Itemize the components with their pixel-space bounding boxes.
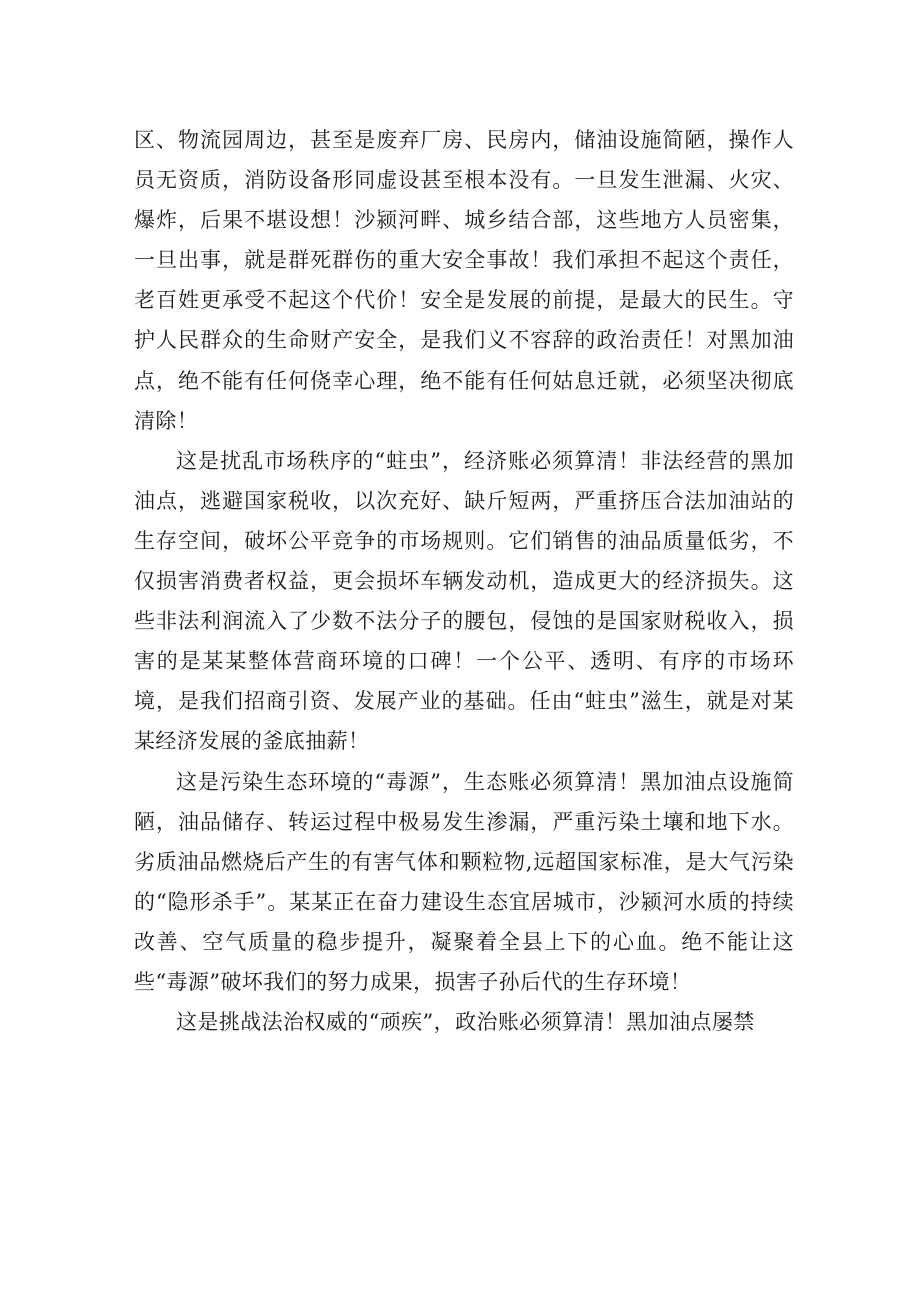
document-body	[134, 120, 794, 1042]
paragraph-2: 这是扰乱市场秩序的“蛀虫”，经济账必须算清！非法经营的黑加油点，逃避国家税收，以次充好、缺斤短两，严重挤压合法加油站的生存空间，破坏公平竞争的市场规则。它们销售的油品质量低劣，不仅损害消费者权益，更会损坏车辆发动机，造成更大的经济损失。这些非法利润流入了少数不法分子的腰包，侵蚀的是国家财税收入，损害的是某某整体营商环境的口碑！一个公平、透明、有序的市场环境，是我们招商引资、发展产业的基础。任由“蛀虫”滋生，就是对某某经济发展的釜底抽薪！	[134, 448, 794, 754]
paragraph-4: 这是挑战法治权威的“顽疾”，政治账必须算清！黑加油点屡禁	[176, 1010, 755, 1035]
paragraph-1: 区、物流园周边，甚至是废弃厂房、民房内，储油设施简陋，操作人员无资质，消防设备形同虚设甚至根本没有。一旦发生泄漏、火灾、爆炸，后果不堪设想！沙颍河畔、城乡结合部，这些地方人员密集，一旦出事，就是群死群伤的重大安全事故！我们承担不起这个责任，老百姓更承受不起这个代价！安全是发展的前提，是最大的民生。守护人民群众的生命财产安全，是我们义不容辞的政治责任！对黑加油点，绝不能有任何侥幸心理，绝不能有任何姑息迁就，必须坚决彻底清除！	[134, 128, 794, 433]
paragraph-3: 这是污染生态环境的“毒源”，生态账必须算清！黑加油点设施简陋，油品储存、转运过程中极易发生渗漏，严重污染土壤和地下水。劣质油品燃烧后产生的有害气体和颗粒物,远超国家标准，是大气污染的“隐形杀手”。某某正在奋力建设生态宜居城市，沙颍河水质的持续改善、空气质量的稳步提升，凝聚着全县上下的心血。绝不能让这些“毒源”破坏我们的努力成果，损害子孙后代的生存环境！	[134, 769, 794, 994]
